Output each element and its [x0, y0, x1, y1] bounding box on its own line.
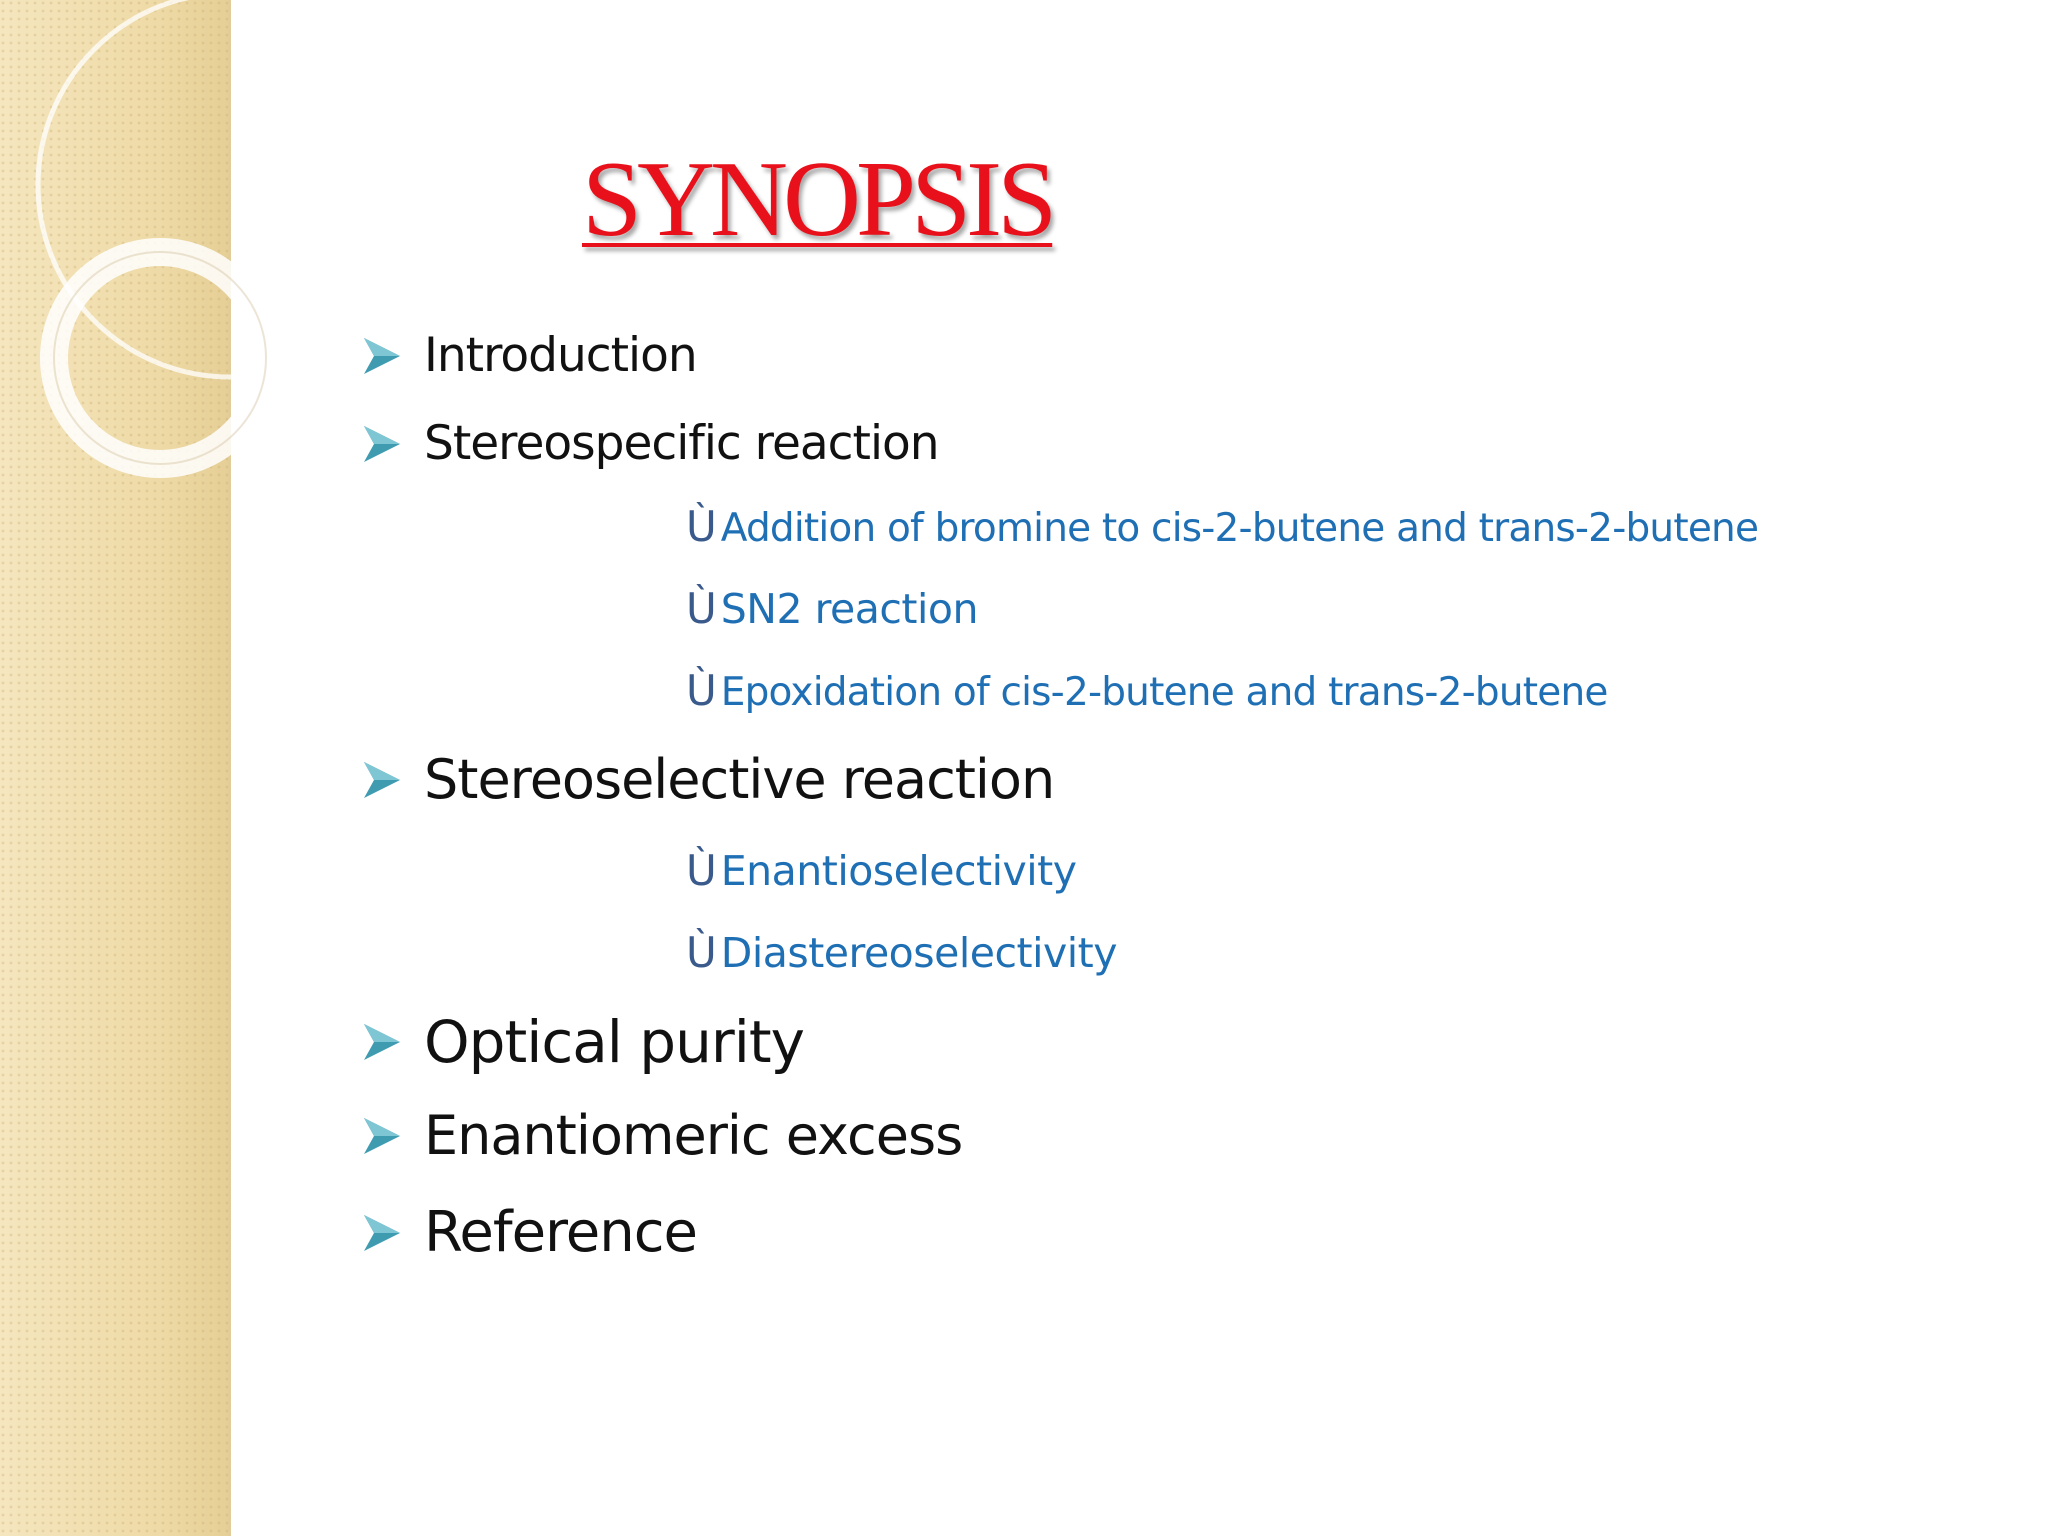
decorative-ring-small: [54, 252, 266, 464]
arrow-bullet-icon: [362, 1020, 402, 1064]
sub-item-label: SN2 reaction: [720, 585, 978, 633]
decorative-rings: [0, 0, 340, 560]
list-item-label: Optical purity: [424, 1008, 804, 1076]
sub-item: [686, 846, 1077, 895]
sub-item: [686, 928, 1117, 977]
arrow-bullet-icon: [362, 758, 402, 802]
decorative-ring-large: [38, 0, 340, 377]
sub-bullet-icon: Ù: [686, 846, 717, 895]
sub-bullet-icon: Ù: [686, 584, 717, 633]
arrow-bullet-icon: [362, 1114, 402, 1158]
sub-bullet-icon: Ù: [686, 502, 717, 551]
list-item-introduction: [362, 328, 697, 383]
sub-bullet-icon: Ù: [686, 666, 717, 715]
list-item-reference: [362, 1200, 697, 1265]
list-item-stereoselective: [362, 748, 1054, 811]
list-item-stereospecific: [362, 416, 939, 471]
list-item-enantiomeric-excess: [362, 1104, 962, 1167]
page-title: SYNOPSIS: [582, 140, 1053, 259]
sub-item-label: Diastereoselectivity: [720, 929, 1117, 977]
list-item-label: Stereoselective reaction: [424, 748, 1055, 811]
arrow-bullet-icon: [362, 1211, 402, 1255]
list-item-label: Introduction: [424, 328, 697, 383]
list-item-label: Enantiomeric excess: [424, 1104, 963, 1167]
list-item-optical-purity: [362, 1008, 804, 1076]
arrow-bullet-icon: [362, 334, 402, 378]
sub-bullet-icon: Ù: [686, 928, 717, 977]
sub-item: [686, 584, 978, 633]
sub-item: [686, 666, 1608, 715]
list-item-label: Reference: [424, 1200, 697, 1265]
sub-item-label: Epoxidation of cis-2-butene and trans-2-butene: [720, 670, 1608, 715]
sub-item-label: Enantioselectivity: [720, 847, 1077, 895]
arrow-bullet-icon: [362, 422, 402, 466]
sub-item: [686, 502, 1758, 551]
sub-item-label: Addition of bromine to cis-2-butene and trans-2-butene: [720, 506, 1759, 551]
list-item-label: Stereospecific reaction: [424, 416, 939, 471]
